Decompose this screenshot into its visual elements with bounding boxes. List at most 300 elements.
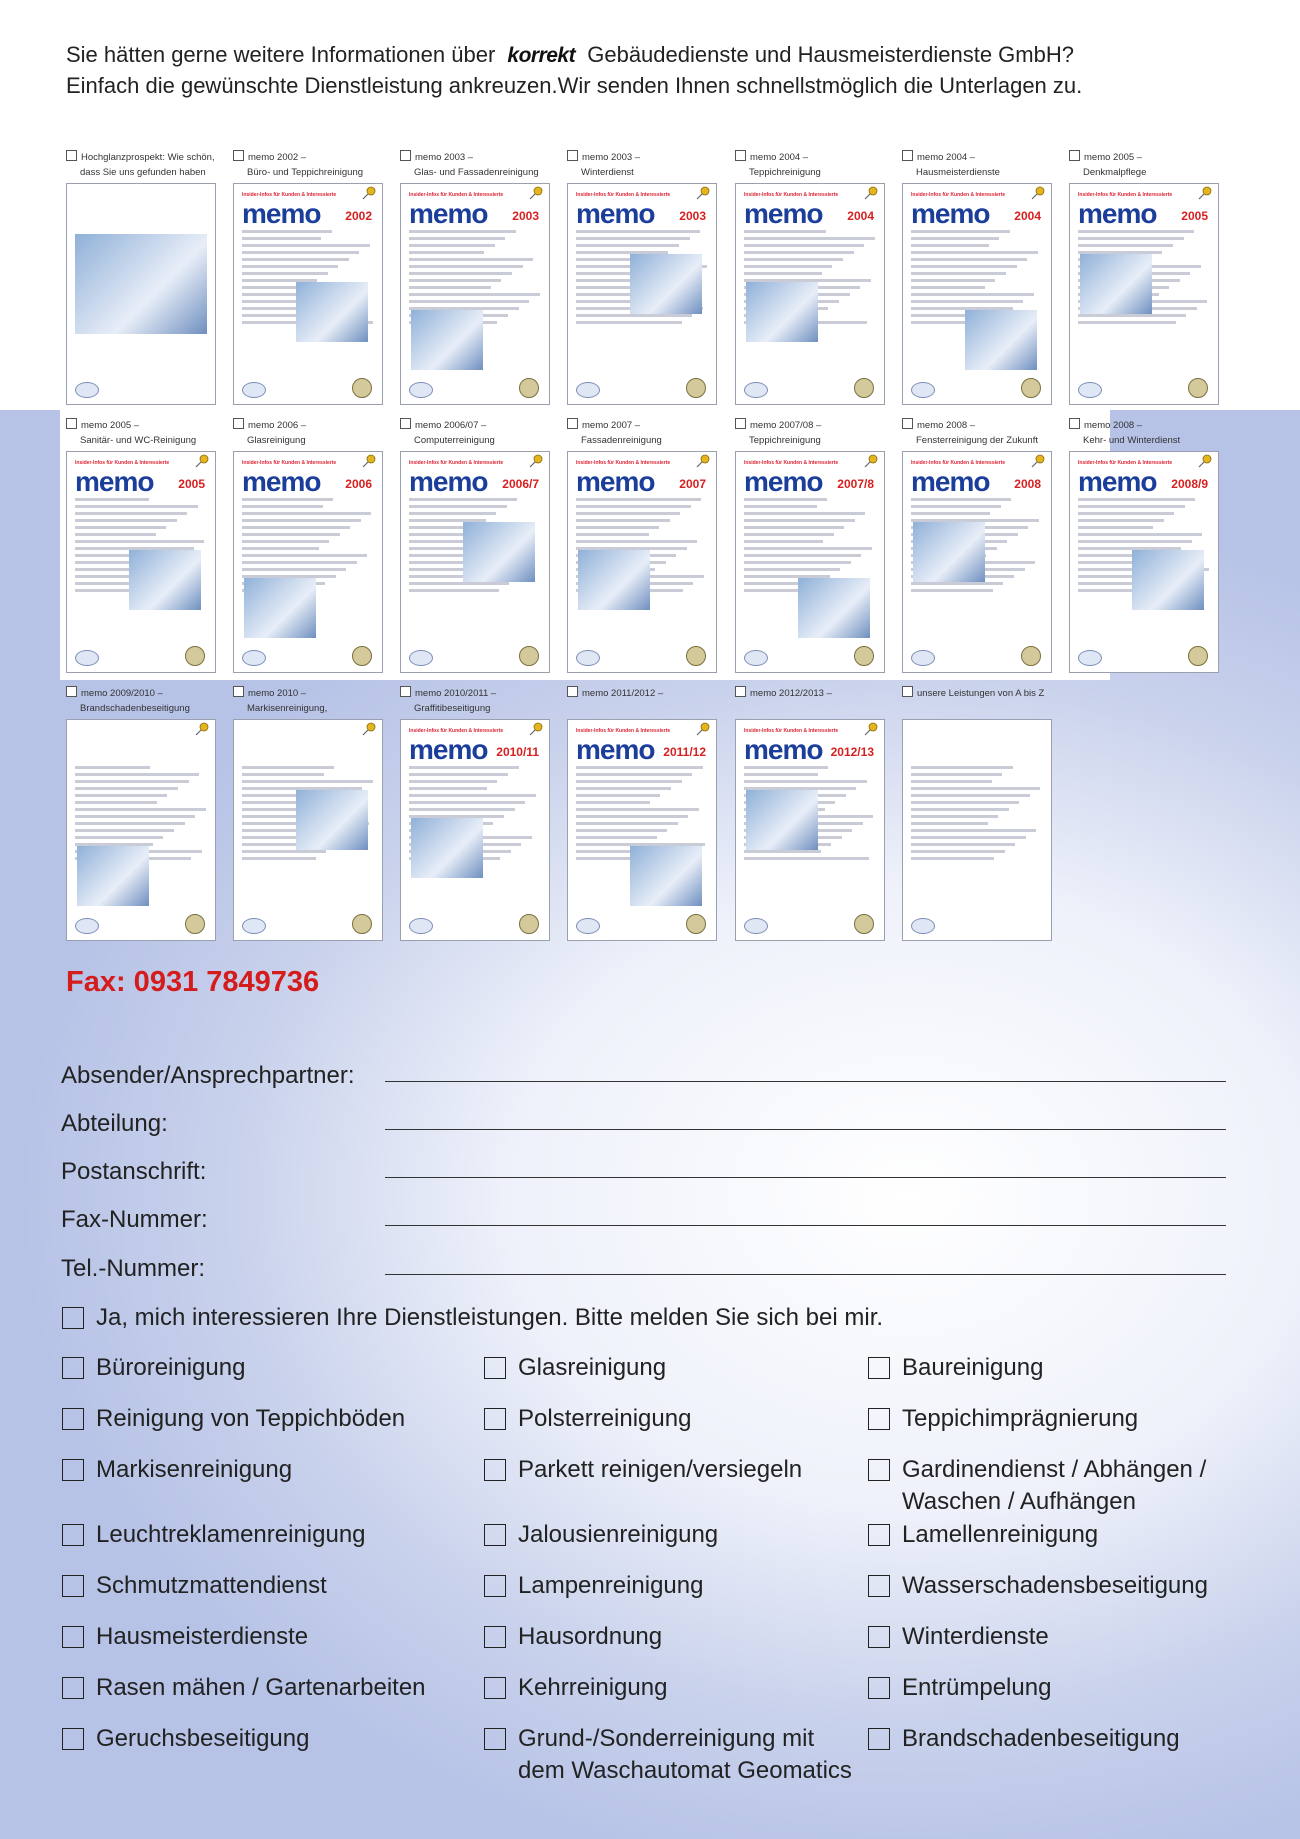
service-option[interactable] <box>868 1454 1206 1518</box>
cover-text-line <box>911 857 994 860</box>
service-option[interactable] <box>868 1723 1180 1755</box>
cover-footer-seal <box>1021 646 1041 666</box>
cover-text-line <box>911 773 1002 776</box>
brochure-label-topic: Fassadenreinigung <box>581 435 662 446</box>
intro-line-1-end: Gebäudedienste und Hausmeisterdienste GmbH? <box>587 42 1074 67</box>
service-option[interactable] <box>484 1621 662 1653</box>
cover-text-line <box>911 300 1023 303</box>
service-label: Geruchsbeseitigung <box>96 1725 310 1752</box>
cover-text-line <box>1078 237 1184 240</box>
cover-text-line <box>1078 526 1153 529</box>
cover-footer-seal <box>854 646 874 666</box>
brochure-checkbox[interactable] <box>66 150 77 161</box>
cover-insider-text: Insider-Infos für Kunden & Interessierte <box>242 460 337 466</box>
brochure-option[interactable] <box>902 150 1062 180</box>
cover-insider-text: Insider-Infos für Kunden & Interessierte <box>744 728 839 734</box>
service-checkbox[interactable] <box>62 1459 84 1481</box>
service-checkbox[interactable] <box>868 1459 890 1481</box>
service-checkbox[interactable] <box>484 1677 506 1699</box>
cover-footer-logo <box>409 650 433 666</box>
brochure-label-title: memo 2011/2012 – <box>582 688 664 699</box>
cover-memo-logo: memo <box>242 198 321 229</box>
cover-memo-logo: memo <box>576 734 655 765</box>
phone-label: Tel.-Nummer: <box>61 1255 206 1282</box>
service-checkbox[interactable] <box>62 1626 84 1648</box>
pushpin-icon <box>529 722 543 736</box>
cover-footer-logo <box>242 382 266 398</box>
brochure-label-topic: Graffitibeseitigung <box>414 703 491 714</box>
department-field[interactable] <box>61 1098 1226 1138</box>
brochure-cover <box>735 183 885 405</box>
brochure-checkbox[interactable] <box>400 418 411 429</box>
brochure-label-topic: Sanitär- und WC-Reinigung <box>80 435 197 446</box>
cover-text-line <box>576 787 671 790</box>
service-checkbox[interactable] <box>62 1357 84 1379</box>
cover-text-line <box>911 498 1011 501</box>
pushpin-icon <box>529 454 543 468</box>
cover-header <box>75 460 205 497</box>
brochure-checkbox[interactable] <box>902 686 913 697</box>
brochure-label-title: memo 2010/2011 – <box>415 688 497 699</box>
brochure-label-title: unsere Leistungen von A bis Z <box>917 688 1045 699</box>
cover-insider-text: Insider-Infos für Kunden & Interessierte <box>242 192 337 198</box>
cover-text-line <box>576 794 660 797</box>
cover-memo-logo: memo <box>409 198 488 229</box>
service-checkbox[interactable] <box>484 1459 506 1481</box>
brochure-label-topic: Denkmalpflege <box>1083 167 1147 178</box>
cover-text-line <box>744 265 832 268</box>
brochure-checkbox[interactable] <box>902 150 913 161</box>
cover-footer-logo <box>75 382 99 398</box>
cover-footer-seal <box>519 646 539 666</box>
cover-memo-logo: memo <box>911 198 990 229</box>
service-label-line-2: dem Waschautomat Geomatics <box>518 1757 852 1784</box>
service-checkbox[interactable] <box>484 1728 506 1750</box>
sender-field[interactable] <box>61 1050 1226 1090</box>
brochure-checkbox[interactable] <box>66 686 77 697</box>
cover-footer-seal <box>185 646 205 666</box>
cover-memo-logo: memo <box>409 466 488 497</box>
brochure-option[interactable] <box>400 418 560 448</box>
service-label: Glasreinigung <box>518 1354 667 1381</box>
service-checkbox[interactable] <box>484 1524 506 1546</box>
cover-text-line <box>75 526 166 529</box>
brochure-label-title: Hochglanzprospekt: Wie schön, <box>81 152 215 163</box>
service-label: Kehrreinigung <box>518 1674 668 1701</box>
cover-header <box>576 192 706 229</box>
cover-text-line <box>744 850 821 853</box>
cover-text-line <box>744 547 872 550</box>
cover-footer-logo <box>744 650 768 666</box>
cover-text-line <box>75 801 157 804</box>
cover-text-line <box>1078 505 1185 508</box>
cover-text-line <box>242 498 333 501</box>
pushpin-icon <box>696 454 710 468</box>
interest-option[interactable] <box>62 1302 883 1334</box>
brochure-checkbox[interactable] <box>233 686 244 697</box>
service-label: Hausordnung <box>518 1623 663 1650</box>
cover-footer-logo <box>75 918 99 934</box>
cover-text-line <box>75 540 204 543</box>
cover-text-line <box>409 237 505 240</box>
cover-footer-seal <box>352 378 372 398</box>
brochure-cover <box>902 451 1052 673</box>
cover-text-line <box>744 258 843 261</box>
cover-text-line <box>911 815 998 818</box>
service-option[interactable] <box>62 1352 245 1384</box>
cover-header <box>911 192 1041 229</box>
brochure-option[interactable] <box>233 150 393 180</box>
brochure-cover <box>66 183 216 405</box>
service-option[interactable] <box>868 1570 1208 1602</box>
cover-footer-seal <box>1188 646 1208 666</box>
cover-footer-logo <box>1078 382 1102 398</box>
cover-year: 2007 <box>679 477 706 491</box>
cover-footer-logo <box>409 918 433 934</box>
brochure-label-topic: Teppichreinigung <box>749 435 821 446</box>
cover-footer-logo <box>576 918 600 934</box>
cover-year: 2003 <box>512 209 539 223</box>
brochure-option[interactable] <box>567 150 727 180</box>
cover-text-lines <box>911 766 1043 926</box>
cover-text-line <box>75 498 149 501</box>
pushpin-icon <box>1031 454 1045 468</box>
brochure-checkbox[interactable] <box>1069 150 1080 161</box>
cover-header <box>242 192 372 229</box>
service-label-multiline <box>518 1725 852 1784</box>
intro-line-1-start: Sie hätten gerne weitere Informationen über <box>66 42 496 67</box>
service-checkbox[interactable] <box>484 1626 506 1648</box>
service-option[interactable] <box>62 1672 426 1704</box>
brochure-checkbox[interactable] <box>735 686 746 697</box>
cover-photo <box>1080 254 1152 314</box>
cover-year: 2010/11 <box>496 745 539 759</box>
fax-line[interactable] <box>385 1225 1226 1226</box>
cover-text-line <box>1078 519 1164 522</box>
cover-text-line <box>75 808 206 811</box>
cover-photo <box>463 522 535 582</box>
service-checkbox[interactable] <box>62 1524 84 1546</box>
brochure-cover <box>233 719 383 941</box>
service-option[interactable] <box>484 1454 802 1486</box>
phone-field[interactable] <box>61 1243 1226 1283</box>
cover-text-line <box>576 321 682 324</box>
service-checkbox[interactable] <box>868 1626 890 1648</box>
brochure-cover <box>66 451 216 673</box>
cover-header <box>409 728 539 765</box>
brochure-label-topic: Winterdienst <box>581 167 634 178</box>
service-option[interactable] <box>868 1621 1049 1653</box>
korrekt-logo: korrekt <box>507 44 576 67</box>
brochure-option[interactable] <box>1069 150 1229 180</box>
cover-text-line <box>409 808 515 811</box>
service-checkbox[interactable] <box>484 1575 506 1597</box>
service-option[interactable] <box>62 1519 366 1551</box>
cover-text-line <box>1078 230 1194 233</box>
cover-footer-logo <box>1078 650 1102 666</box>
brochure-option[interactable] <box>400 686 560 716</box>
brochure-checkbox[interactable] <box>233 418 244 429</box>
service-option[interactable] <box>868 1519 1098 1551</box>
cover-text-line <box>911 244 989 247</box>
sender-label: Absender/Ansprechpartner: <box>61 1062 355 1089</box>
service-checkbox[interactable] <box>868 1728 890 1750</box>
cover-insider-text: Insider-Infos für Kunden & Interessierte <box>576 728 671 734</box>
cover-text-line <box>75 766 150 769</box>
brochure-cover <box>400 451 550 673</box>
fax-field[interactable] <box>61 1194 1226 1234</box>
cover-text-line <box>75 519 177 522</box>
brochure-checkbox[interactable] <box>902 418 913 429</box>
service-option[interactable] <box>484 1570 703 1602</box>
address-line[interactable] <box>385 1177 1226 1178</box>
brochure-checkbox[interactable] <box>233 150 244 161</box>
cover-text-line <box>242 519 361 522</box>
cover-memo-logo: memo <box>576 466 655 497</box>
cover-text-line <box>1078 321 1176 324</box>
pushpin-icon <box>362 722 376 736</box>
phone-line[interactable] <box>385 1274 1226 1275</box>
cover-text-line <box>242 780 373 783</box>
service-checkbox[interactable] <box>484 1408 506 1430</box>
department-line[interactable] <box>385 1129 1226 1130</box>
cover-year: 2012/13 <box>830 745 874 759</box>
cover-photo <box>77 846 149 906</box>
brochure-cover <box>902 719 1052 941</box>
cover-text-line <box>911 272 1006 275</box>
brochure-cover <box>902 183 1052 405</box>
cover-photo <box>798 578 870 638</box>
interest-checkbox[interactable] <box>62 1307 84 1329</box>
cover-text-line <box>1078 533 1202 536</box>
brochure-option[interactable] <box>735 686 895 701</box>
cover-text-line <box>75 829 174 832</box>
brochure-checkbox[interactable] <box>735 150 746 161</box>
cover-header <box>744 192 874 229</box>
brochure-label-title: memo 2010 – <box>248 688 307 699</box>
brochure-cover <box>735 451 885 673</box>
service-option[interactable] <box>484 1519 718 1551</box>
cover-text-line <box>409 272 512 275</box>
brochure-label-topic: dass Sie uns gefunden haben <box>80 167 206 178</box>
cover-footer-seal <box>686 646 706 666</box>
brochure-option[interactable] <box>233 418 393 448</box>
brochure-option[interactable] <box>902 418 1062 448</box>
cover-footer-logo <box>911 650 935 666</box>
service-option[interactable] <box>868 1352 1043 1384</box>
brochure-label-topic: Hausmeisterdienste <box>916 167 1000 178</box>
cover-insider-text: Insider-Infos für Kunden & Interessierte <box>1078 192 1173 198</box>
sender-line[interactable] <box>385 1081 1226 1082</box>
cover-footer-seal <box>686 378 706 398</box>
cover-text-line <box>744 533 834 536</box>
brochure-cover <box>400 183 550 405</box>
service-option[interactable] <box>62 1621 308 1653</box>
service-checkbox[interactable] <box>868 1524 890 1546</box>
cover-text-line <box>1078 244 1173 247</box>
brochure-option[interactable] <box>1069 418 1229 448</box>
cover-text-line <box>744 251 854 254</box>
brochure-option[interactable] <box>66 686 226 716</box>
interest-label: Ja, mich interessieren Ihre Dienstleistungen. Bitte melden Sie sich bei mir. <box>96 1304 884 1331</box>
brochure-label-topic: Teppichreinigung <box>749 167 821 178</box>
service-checkbox[interactable] <box>62 1408 84 1430</box>
cover-photo <box>1132 550 1204 610</box>
cover-text-line <box>1078 314 1186 317</box>
service-checkbox[interactable] <box>868 1575 890 1597</box>
cover-text-line <box>75 780 189 783</box>
cover-text-line <box>576 505 691 508</box>
brochure-option[interactable] <box>735 150 895 180</box>
brochure-checkbox[interactable] <box>1069 418 1080 429</box>
cover-footer-seal <box>1021 378 1041 398</box>
cover-text-line <box>911 582 1003 585</box>
service-label: Markisenreinigung <box>96 1456 293 1483</box>
service-label: Entrümpelung <box>902 1674 1052 1701</box>
cover-footer-logo <box>75 650 99 666</box>
brochure-checkbox[interactable] <box>567 686 578 697</box>
cover-footer-logo <box>576 382 600 398</box>
service-label: Rasen mähen / Gartenarbeiten <box>96 1674 426 1701</box>
service-option[interactable] <box>484 1723 852 1787</box>
pushpin-icon <box>1198 454 1212 468</box>
cover-photo <box>411 818 483 878</box>
cover-text-line <box>409 766 519 769</box>
service-option[interactable] <box>62 1454 292 1486</box>
service-option[interactable] <box>868 1672 1051 1704</box>
cover-text-line <box>744 498 827 501</box>
cover-text-line <box>75 773 199 776</box>
brochure-option[interactable] <box>567 686 727 701</box>
cover-photo <box>630 846 702 906</box>
cover-text-line <box>409 801 525 804</box>
cover-text-line <box>242 230 332 233</box>
cover-text-line <box>576 766 703 769</box>
cover-text-line <box>409 780 497 783</box>
service-option[interactable] <box>484 1352 666 1384</box>
brochure-checkbox[interactable] <box>400 150 411 161</box>
cover-photo <box>965 310 1037 370</box>
service-label: Brandschadenbeseitigung <box>902 1725 1180 1752</box>
service-checkbox[interactable] <box>868 1408 890 1430</box>
cover-text-line <box>409 251 484 254</box>
cover-text-line <box>911 230 1010 233</box>
cover-text-line <box>242 526 350 529</box>
cover-memo-logo: memo <box>744 198 823 229</box>
cover-footer-logo <box>911 918 935 934</box>
brochure-label-topic: Glasreinigung <box>247 435 306 446</box>
brochure-label-title: memo 2003 – <box>582 152 641 163</box>
cover-year: 2004 <box>1014 209 1041 223</box>
cover-text-line <box>242 547 319 550</box>
brochure-checkbox[interactable] <box>735 418 746 429</box>
service-option[interactable] <box>62 1403 405 1435</box>
cover-insider-text: Insider-Infos für Kunden & Interessierte <box>409 460 504 466</box>
brochure-cover <box>233 451 383 673</box>
service-option[interactable] <box>868 1403 1138 1435</box>
service-label: Teppichimprägnierung <box>902 1405 1139 1432</box>
cover-year: 2004 <box>847 209 874 223</box>
cover-text-line <box>744 272 822 275</box>
service-label-multiline <box>902 1456 1206 1515</box>
brochure-label-topic: Büro- und Teppichreinigung <box>247 167 364 178</box>
brochure-label-title: memo 2007 – <box>582 420 641 431</box>
brochure-option[interactable] <box>902 686 1062 701</box>
cover-text-line <box>75 512 187 515</box>
cover-text-line <box>576 526 659 529</box>
brochure-option[interactable] <box>400 150 560 180</box>
service-checkbox[interactable] <box>62 1575 84 1597</box>
brochure-checkbox[interactable] <box>66 418 77 429</box>
cover-text-line <box>576 237 690 240</box>
service-checkbox[interactable] <box>868 1357 890 1379</box>
service-option[interactable] <box>484 1672 667 1704</box>
cover-header <box>744 460 874 497</box>
cover-memo-logo: memo <box>576 198 655 229</box>
cover-footer-logo <box>911 382 935 398</box>
cover-text-line <box>409 505 507 508</box>
brochure-label-title: memo 2003 – <box>415 152 474 163</box>
cover-header <box>1078 192 1208 229</box>
cover-text-line <box>409 286 491 289</box>
cover-text-line <box>576 829 667 832</box>
brochure-option[interactable] <box>735 418 895 448</box>
cover-insider-text: Insider-Infos für Kunden & Interessierte <box>744 460 839 466</box>
cover-photo <box>129 550 201 610</box>
brochure-option[interactable] <box>66 150 226 180</box>
brochure-label-title: memo 2012/2013 – <box>750 688 832 699</box>
cover-text-line <box>911 505 1001 508</box>
cover-text-line <box>409 279 501 282</box>
brochure-label-topic: Kehr- und Winterdienst <box>1083 435 1181 446</box>
cover-memo-logo: memo <box>75 466 154 497</box>
service-option[interactable] <box>62 1570 327 1602</box>
cover-text-line <box>75 822 185 825</box>
service-label: Wasserschadensbeseitigung <box>902 1572 1208 1599</box>
brochure-checkbox[interactable] <box>567 418 578 429</box>
cover-text-line <box>242 251 359 254</box>
cover-text-line <box>409 258 533 261</box>
service-checkbox[interactable] <box>484 1357 506 1379</box>
cover-text-line <box>409 787 487 790</box>
cover-insider-text: Insider-Infos für Kunden & Interessierte <box>576 460 671 466</box>
service-label-line-1: Gardinendienst / Abhängen / <box>902 1456 1207 1483</box>
brochure-option[interactable] <box>66 418 226 448</box>
cover-text-line <box>409 498 517 501</box>
brochure-checkbox[interactable] <box>567 150 578 161</box>
address-field[interactable] <box>61 1146 1226 1186</box>
cover-text-line <box>911 251 1038 254</box>
pushpin-icon <box>864 722 878 736</box>
cover-text-line <box>576 822 678 825</box>
cover-text-line <box>911 808 1009 811</box>
service-label: Winterdienste <box>902 1623 1049 1650</box>
service-option[interactable] <box>62 1723 309 1755</box>
cover-text-line <box>242 244 370 247</box>
brochure-label-topic: Brandschadenbeseitigung <box>80 703 190 714</box>
cover-text-line <box>242 512 371 515</box>
service-checkbox[interactable] <box>62 1677 84 1699</box>
cover-year: 2006/7 <box>502 477 539 491</box>
service-checkbox[interactable] <box>62 1728 84 1750</box>
brochure-checkbox[interactable] <box>400 686 411 697</box>
cover-photo <box>746 282 818 342</box>
service-option[interactable] <box>484 1403 691 1435</box>
cover-text-line <box>911 829 1036 832</box>
brochure-option[interactable] <box>567 418 727 448</box>
cover-text-line <box>242 568 346 571</box>
service-checkbox[interactable] <box>868 1677 890 1699</box>
